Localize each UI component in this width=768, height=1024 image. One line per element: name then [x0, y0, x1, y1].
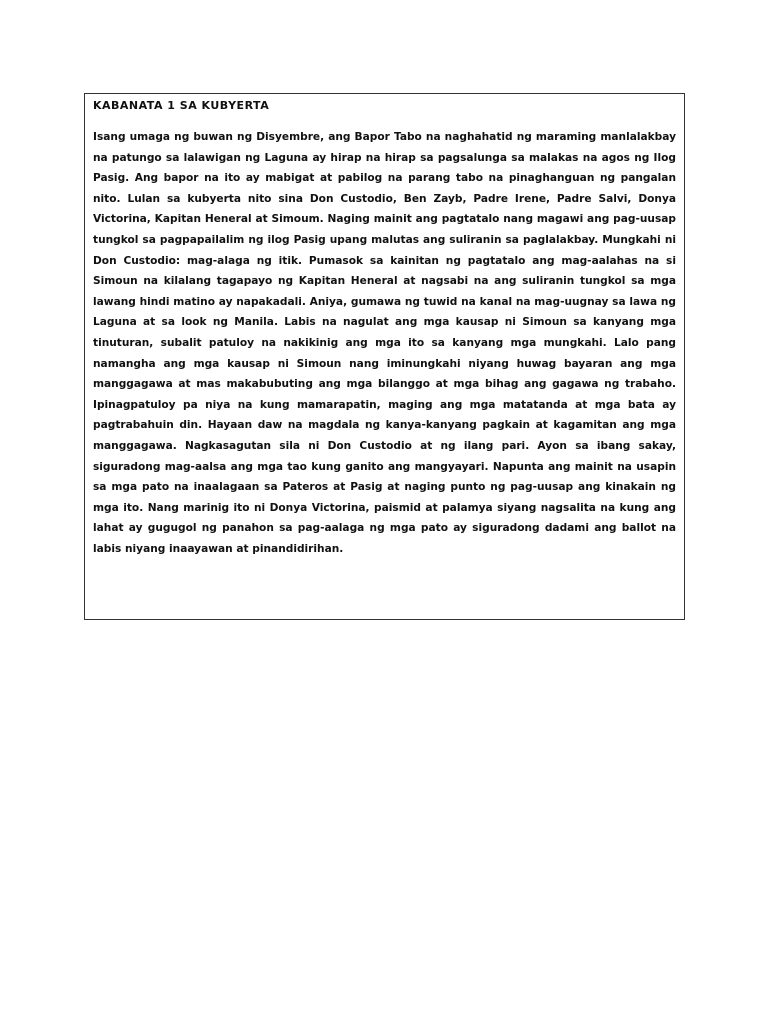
document-box — [84, 93, 685, 620]
chapter-title: KABANATA 1 SA KUBYERTA — [93, 99, 270, 112]
chapter-body: Isang umaga ng buwan ng Disyembre, ang Bapor Tabo na naghahatid ng maraming manlalakbay na patungo sa lalawigan ng Laguna ay hirap na hirap sa pagsalunga sa malakas na agos ng Ilog Pasig. Ang bapor na ito ay mabigat at pabilog na parang tabo na pinaghanguan ng pangalan nito. Lulan sa kubyerta nito sina Don Custodio, Ben Zayb, Padre Irene, Padre Salvi, Donya Victorina, Kapitan Heneral at Simoum. Naging mainit ang pagtatalo nang magawi ang pag-uusap tungkol sa pagpapailalim ng ilog Pasig upang malutas ang suliranin sa paglalakbay. Mungkahi ni Don Custodio: mag-alaga ng itik. Pumasok sa kainitan ng pagtatalo ang mag-aalahas na si Simoun na kilalang tagapayo ng Kapitan Heneral at nagsabi na ang suliranin tungkol sa mga lawang hindi matino ay napakadali. Aniya, gumawa ng tuwid na kanal na mag-uugnay sa lawa ng Laguna at sa look ng Manila. Labis na nagulat ang mga kausap ni Simoun sa kanyang mga tinuturan, subalit patuloy na nakikinig ang mga ito sa kanyang mga mungkahi. Lalo pang namangha ang mga kausap ni Simoun nang iminungkahi niyang huwag bayaran ang mga manggagawa at mas makabubuting ang mga bilanggo at mga bihag ang gagawa ng trabaho. Ipinagpatuloy pa niya na kung mamarapatin, maging ang mga matatanda at mga bata ay pagtrabahuin din. Hayaan daw na magdala ng kanya-kanyang pagkain at kagamitan ang mga manggagawa. Nagkasagutan sila ni Don Custodio at ng ilang pari. Ayon sa ibang sakay, siguradong mag-aalsa ang mga tao kung ganito ang mangyayari. Napunta ang mainit na usapin sa mga pato na inaalagaan sa Pateros at Pasig at naging punto ng pag-uusap ang kinakain ng mga ito. Nang marinig ito ni Donya Victorina, paismid at palamya siyang nagsalita na kung ang lahat ay gugugol ng panahon sa pag-aalaga ng mga pato ay siguradong dadami ang ballot na labis niyang inaayawan at pinandidirihan. — [93, 131, 676, 555]
